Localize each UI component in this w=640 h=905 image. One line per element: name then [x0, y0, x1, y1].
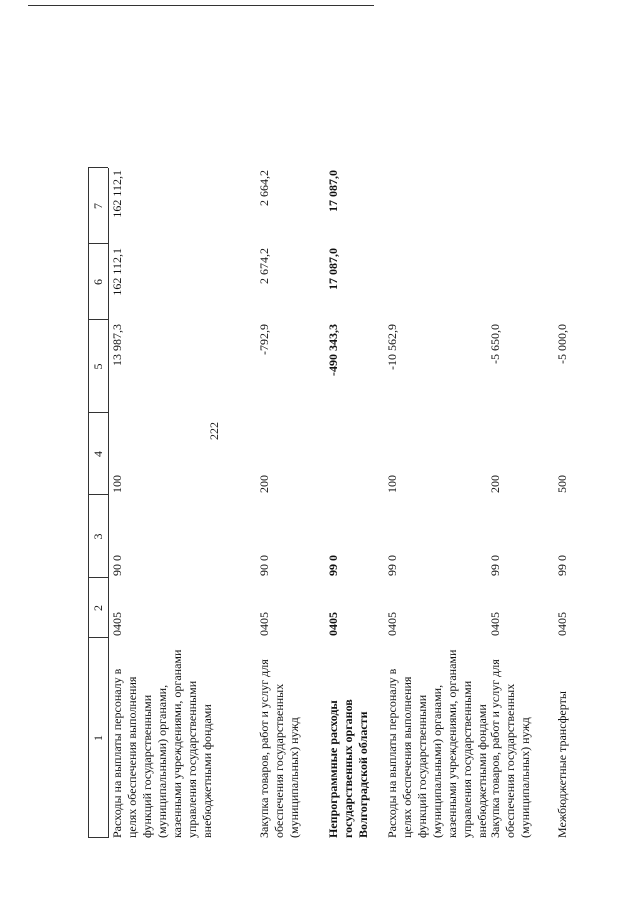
- expense-type: 100: [110, 475, 124, 493]
- page-number: 222: [207, 422, 221, 440]
- budget-table: [88, 78, 618, 838]
- target-code: 99 0: [326, 555, 340, 576]
- target-code: 99 0: [555, 555, 569, 576]
- expense-type: 500: [555, 475, 569, 493]
- section-code: 0405: [555, 612, 569, 636]
- column-separator: [88, 319, 108, 320]
- amount-change: -5 000,0: [555, 324, 569, 364]
- column-separator: [88, 577, 108, 578]
- row-name: Закупка товаров, работ и услуг для обеспечения государственных (муниципальных) нужд: [488, 659, 532, 838]
- row-name: Закупка товаров, работ и услуг для обеспечения государственных (муниципальных) нужд: [257, 659, 301, 838]
- amount-year-2: 2 664,2: [257, 170, 271, 206]
- header-col-4: 4: [91, 451, 105, 457]
- amount-change: -792,9: [257, 324, 271, 355]
- header-col-5: 5: [91, 363, 105, 370]
- header-col-1: 1: [91, 735, 105, 741]
- column-separator: [88, 837, 108, 838]
- amount-year-2: 162 112,1: [110, 170, 124, 218]
- expense-type: 200: [488, 475, 502, 493]
- amount-change: -490 343,3: [326, 324, 340, 376]
- top-rule: [28, 5, 374, 6]
- column-separator: [88, 637, 108, 638]
- row-name: Расходы на выплаты персоналу в целях обеспечения выполнения функций государственными (муниципальными) органами, казенными учреждениями, органами управления государственными внебюджетными фондами: [385, 649, 489, 838]
- section-code: 0405: [110, 612, 124, 636]
- target-code: 90 0: [110, 555, 124, 576]
- amount-change: 13 987,3: [110, 324, 124, 366]
- target-code: 90 0: [257, 555, 271, 576]
- section-code: 0405: [488, 612, 502, 636]
- header-col-2: 2: [91, 605, 105, 611]
- section-code: 0405: [326, 612, 340, 636]
- amount-year-1: 17 087,0: [326, 248, 340, 290]
- amount-change: -5 650,0: [488, 324, 502, 364]
- amount-year-1: 2 674,2: [257, 248, 271, 284]
- section-code: 0405: [385, 612, 399, 636]
- target-code: 99 0: [385, 555, 399, 576]
- column-separator: [88, 412, 108, 413]
- amount-year-2: 17 087,0: [326, 170, 340, 212]
- amount-year-1: 162 112,1: [110, 248, 124, 296]
- expense-type: 100: [385, 475, 399, 493]
- column-separator: [88, 494, 108, 495]
- row-name: Расходы на выплаты персоналу в целях обеспечения выполнения функций государственными (муниципальными) органами, казенными учреждениями, органами управления государственными внебюджетными фондами: [110, 649, 214, 838]
- header-col-6: 6: [91, 279, 105, 285]
- row-name: Межбюджетные трансферты: [555, 691, 569, 838]
- header-col-3: 3: [91, 533, 105, 540]
- header-top-line: [88, 168, 89, 838]
- amount-change: -10 562,9: [385, 324, 399, 370]
- target-code: 99 0: [488, 555, 502, 576]
- section-code: 0405: [257, 612, 271, 636]
- expense-type: 200: [257, 475, 271, 493]
- row-name: Непрограммные расходы государственных органов Волгоградской области: [326, 699, 370, 838]
- header-bottom-line: [108, 168, 109, 838]
- header-col-7: 7: [91, 203, 105, 209]
- column-separator: [88, 243, 108, 244]
- column-separator: [88, 167, 108, 168]
